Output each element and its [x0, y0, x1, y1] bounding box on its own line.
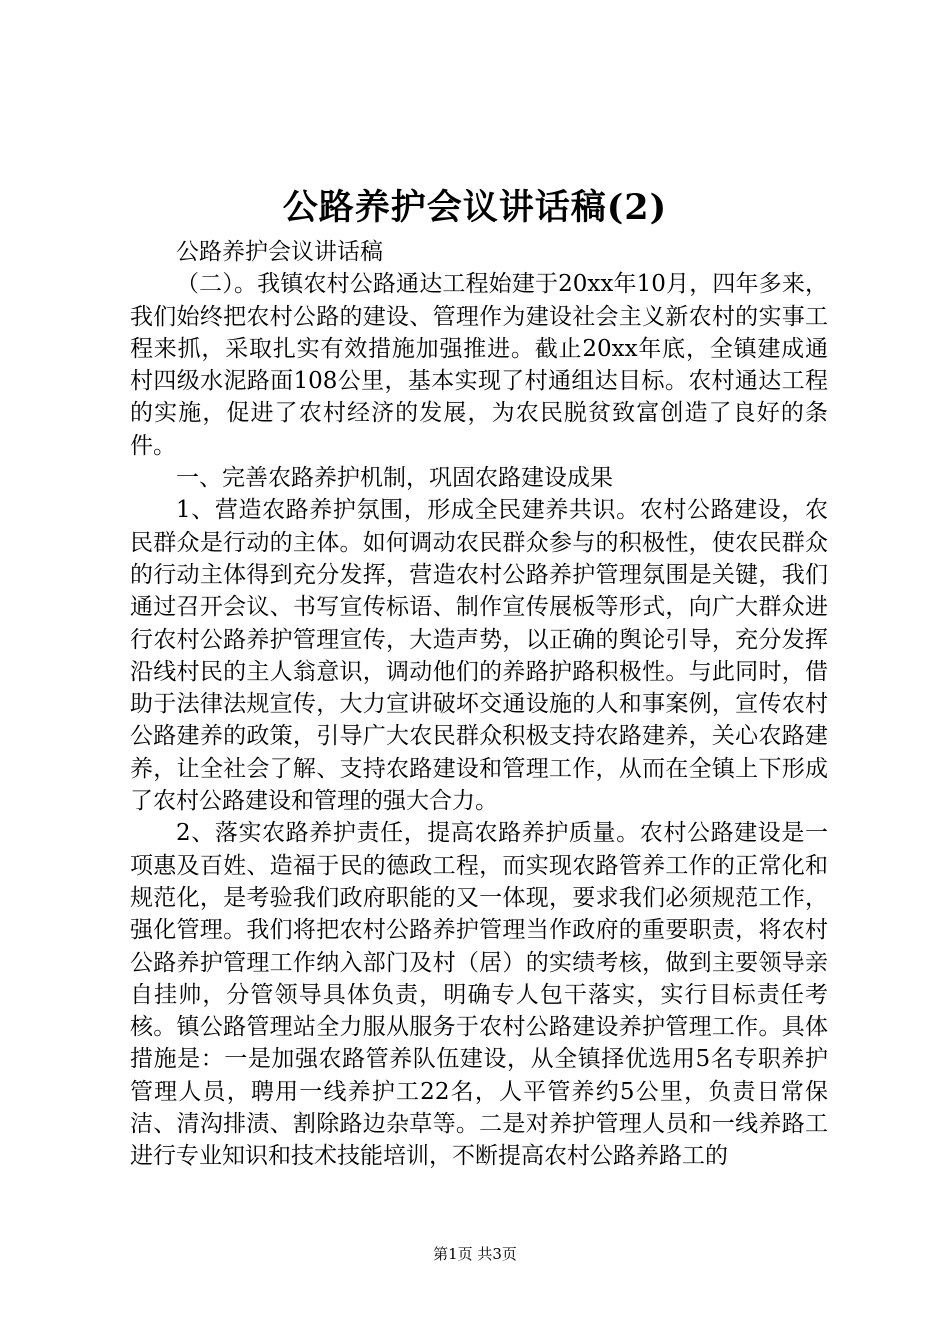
paragraph: 公路养护会议讲话稿 — [176, 239, 383, 265]
section-heading: 一、完善农路养护机制，巩固农路建设成果 — [176, 465, 613, 492]
document-body — [130, 236, 828, 1173]
paragraph: （二）。我镇农村公路通达工程始建于20xx年10月，四年多来，我们始终把农村公路的建设、管理作为建设社会主义新农村的实事工程来抓，采取扎实有效措施加强推进。截止20xx年底，全镇建成通村四级水泥路面108公里，基本实现了村通组达目标。农村通达工程的实施，促进了农村经济的发展，为农民脱贫致富创造了良好的条件。 — [130, 271, 828, 459]
document-title: 公路养护会议讲话稿(2) — [282, 187, 668, 228]
page-number: 第1页 共3页 — [433, 1245, 517, 1263]
paragraph: 2、落实农路养护责任，提高农路养护质量。农村公路建设是一项惠及百姓、造福于民的德政工程，而实现农路管养工作的正常化和规范化，是考验我们政府职能的又一体现，要求我们必须规范工作，强化管理。我们将把农村公路养护管理当作政府的重要职责，将农村公路养护管理工作纳入部门及村（居）的实绩考核，做到主要领导亲自挂帅，分管领导具体负责，明确专人包干落实，实行目标责任考核。镇公路管理站全力服从服务于农村公路建设养护管理工作。具体措施是：一是加强农路管养队伍建设，从全镇择优选用5名专职养护管理人员，聘用一线养护工22名，人平管养约5公里，负责日常保洁、清沟排渍、割除路边杂草等。二是对养护管理人员和一线养路工进行专业知识和技术技能培训，不断提高农村公路养路工的 — [130, 820, 828, 1170]
paragraph: 1、营造农路养护氛围，形成全民建养共识。农村公路建设，农民群众是行动的主体。如何调动农民群众参与的积极性，使农民群众的行动主体得到充分发挥，营造农村公路养护管理氛围是关键，我们通过召开会议、书写宣传标语、制作宣传展板等形式，向广大群众进行农村公路养护管理宣传，大造声势，以正确的舆论引导，充分发挥沿线村民的主人翁意识，调动他们的养路护路积极性。与此同时，借助于法律法规宣传，大力宣讲破坏交通设施的人和事案例，宣传农村公路建养的政策，引导广大农民群众积极支持农路建养，关心农路建养，让全社会了解、支持农路建设和管理工作，从而在全镇上下形成了农村公路建设和管理的强大合力。 — [130, 497, 828, 815]
